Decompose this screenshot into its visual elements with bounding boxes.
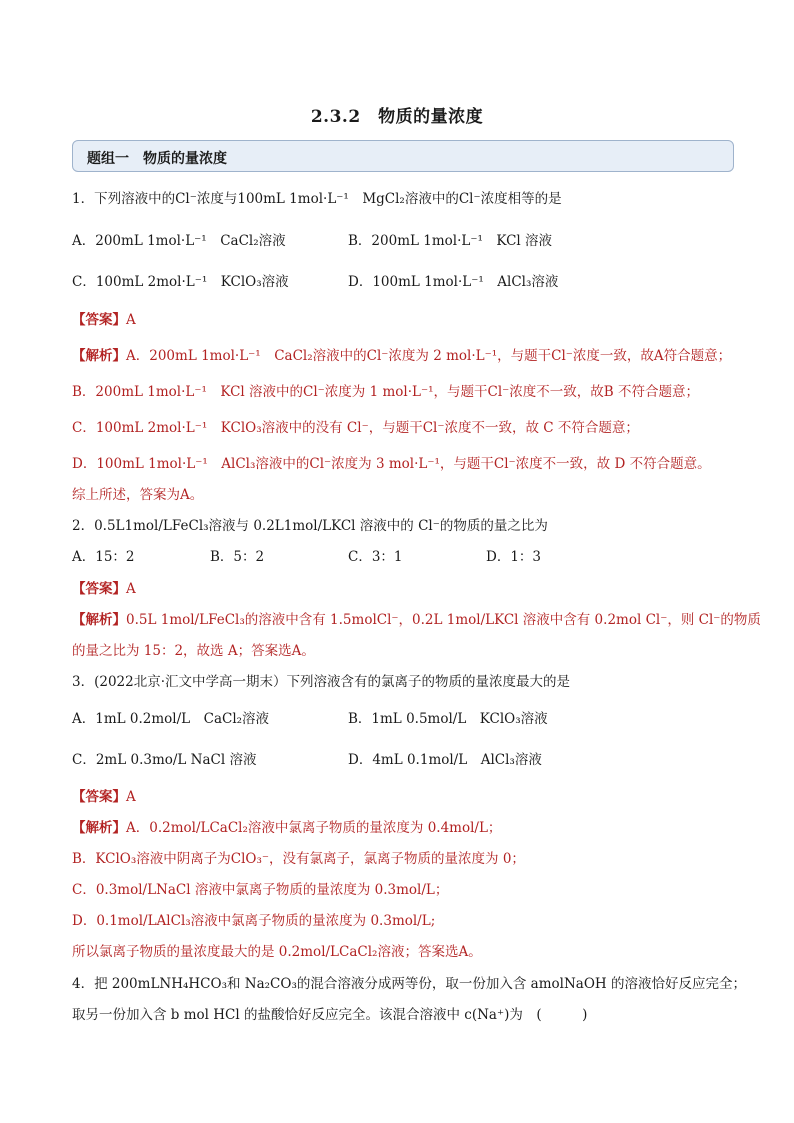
page-title: 2.3.2 物质的量浓度 bbox=[310, 107, 484, 127]
analysis-text: A．0.2mol/LCaCl₂溶液中氯离子物质的量浓度为 0.4mol/L； bbox=[126, 820, 502, 836]
question-1-analysis-3: C．100mL 2mol·L⁻¹ KClO₃溶液中的没有 Cl⁻，与题干Cl⁻浓度不一致，故 C 不符合题意； bbox=[72, 420, 639, 436]
analysis-label: 【解析】 bbox=[72, 348, 126, 364]
question-2-option-d: D．1：3 bbox=[486, 549, 542, 565]
question-1-analysis-2: B．200mL 1mol·L⁻¹ KCl 溶液中的Cl⁻浓度为 1 mol·L⁻¹，与题干Cl⁻浓度不一致，故B 不符合题意； bbox=[72, 384, 700, 400]
answer-value: A bbox=[126, 581, 136, 597]
question-3-option-a: A．1mL 0.2mol/L CaCl₂溶液 bbox=[72, 711, 270, 727]
question-3-analysis-3: C．0.3mol/LNaCl 溶液中氯离子物质的量浓度为 0.3mol/L； bbox=[72, 882, 449, 898]
question-1-option-d: D．100mL 1mol·L⁻¹ AlCl₃溶液 bbox=[348, 274, 559, 290]
answer-value: A bbox=[126, 789, 136, 805]
answer-label: 【答案】 bbox=[72, 312, 126, 328]
question-1-analysis-4: D．100mL 1mol·L⁻¹ AlCl₃溶液中的Cl⁻浓度为 3 mol·L⁻¹，与题干Cl⁻浓度不一致，故 D 不符合题意。 bbox=[72, 456, 711, 472]
analysis-label: 【解析】 bbox=[72, 612, 126, 628]
section-title: 题组一 物质的量浓度 bbox=[87, 151, 227, 167]
answer-label: 【答案】 bbox=[72, 581, 126, 597]
question-3-option-b: B．1mL 0.5mol/L KClO₃溶液 bbox=[348, 711, 548, 727]
question-3-analysis-2: B．KClO₃溶液中阴离子为ClO₃⁻，没有氯离子，氯离子物质的量浓度为 0； bbox=[72, 851, 525, 867]
question-3-analysis-4: D．0.1mol/LAlCl₃溶液中氯离子物质的量浓度为 0.3mol/L; bbox=[72, 913, 436, 929]
question-4-stem: 4．把 200mLNH₄HCO₃和 Na₂CO₃的混合溶液分成两等份，取一份加入含 amolNaOH 的溶液恰好反应完全； bbox=[72, 976, 746, 992]
question-2-stem: 2．0.5L1mol/LFeCl₃溶液与 0.2L1mol/LKCl 溶液中的 Cl⁻的物质的量之比为 bbox=[72, 518, 548, 534]
analysis-text: A．200mL 1mol·L⁻¹ CaCl₂溶液中的Cl⁻浓度为 2 mol·L⁻¹，与题干Cl⁻浓度一致，故A符合题意； bbox=[126, 348, 732, 364]
section-header bbox=[72, 140, 734, 172]
question-3-option-c: C．2mL 0.3mo/L NaCl 溶液 bbox=[72, 752, 257, 768]
question-1-answer bbox=[72, 311, 136, 329]
question-2-analysis-2: 的量之比为 15：2，故选 A；答案选A。 bbox=[72, 643, 315, 659]
analysis-text: 0.5L 1mol/LFeCl₃的溶液中含有 1.5molCl⁻，0.2L 1mol/LKCl 溶液中含有 0.2mol Cl⁻，则 Cl⁻的物质 bbox=[126, 612, 761, 628]
question-1-option-b: B．200mL 1mol·L⁻¹ KCl 溶液 bbox=[348, 233, 553, 249]
question-3-summary: 所以氯离子物质的量浓度最大的是 0.2mol/LCaCl₂溶液；答案选A。 bbox=[72, 944, 482, 960]
question-3-answer bbox=[72, 788, 136, 806]
question-1-option-c: C．100mL 2mol·L⁻¹ KClO₃溶液 bbox=[72, 274, 289, 290]
analysis-label: 【解析】 bbox=[72, 820, 126, 836]
question-2-answer bbox=[72, 580, 136, 598]
question-2-option-c: C．3：1 bbox=[348, 549, 403, 565]
question-2-analysis-1 bbox=[72, 611, 761, 629]
question-1-stem: 1．下列溶液中的Cl⁻浓度与100mL 1mol·L⁻¹ MgCl₂溶液中的Cl⁻浓度相等的是 bbox=[72, 191, 562, 207]
question-1-summary: 综上所述，答案为A。 bbox=[72, 487, 204, 503]
question-3-stem: 3．(2022北京·汇文中学高一期末）下列溶液含有的氯离子的物质的量浓度最大的是 bbox=[72, 674, 571, 690]
question-3-option-d: D．4mL 0.1mol/L AlCl₃溶液 bbox=[348, 752, 542, 768]
question-1-option-a: A．200mL 1mol·L⁻¹ CaCl₂溶液 bbox=[72, 233, 286, 249]
answer-label: 【答案】 bbox=[72, 789, 126, 805]
question-2-option-b: B．5：2 bbox=[210, 549, 265, 565]
question-4-stem-2: 取另一份加入含 b mol HCl 的盐酸恰好反应完全。该混合溶液中 c(Na⁺)为 ( ) bbox=[72, 1007, 588, 1023]
question-2-option-a: A．15：2 bbox=[72, 549, 135, 565]
question-1-analysis-1 bbox=[72, 347, 731, 365]
answer-value: A bbox=[126, 312, 136, 328]
question-3-analysis-1 bbox=[72, 819, 501, 837]
